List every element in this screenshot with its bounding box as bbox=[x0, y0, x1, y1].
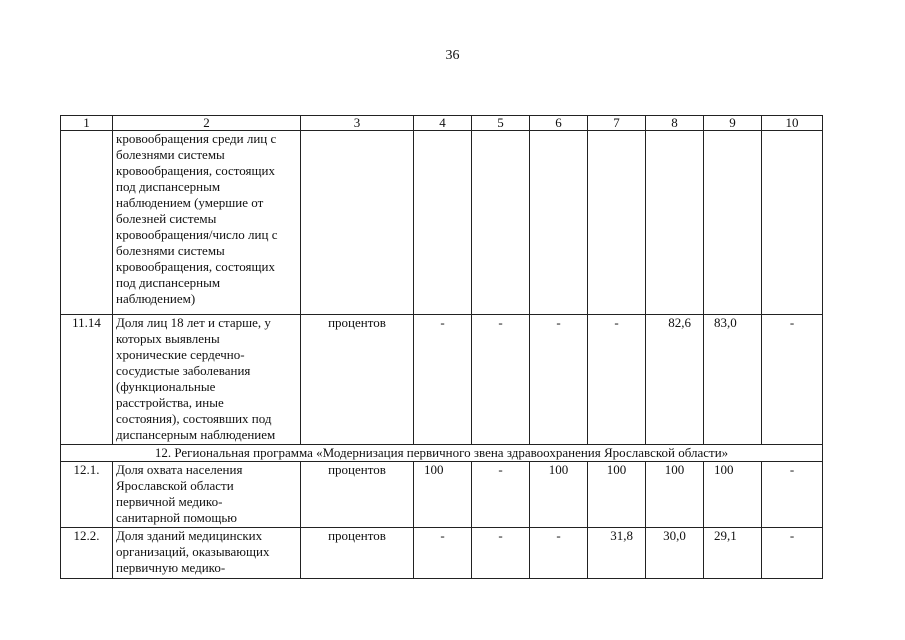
column-header: 10 bbox=[762, 116, 823, 131]
text-line: диспансерным наблюдением bbox=[116, 427, 276, 442]
text-line: Ярославской области bbox=[116, 478, 234, 493]
column-header: 6 bbox=[530, 116, 588, 131]
text-line: Доля охвата населения bbox=[116, 462, 243, 477]
value-cell bbox=[646, 131, 704, 315]
text-line: наблюдением (умершие от bbox=[116, 195, 264, 210]
value-cell bbox=[588, 131, 646, 315]
text-line: болезнями системы bbox=[116, 243, 225, 258]
text-line: состояния), состоявших под bbox=[116, 411, 272, 426]
text-line: организаций, оказывающих bbox=[116, 544, 270, 559]
indicator-description bbox=[113, 462, 301, 528]
text-line: сосудистые заболевания bbox=[116, 363, 251, 378]
text-line: кровообращения/число лиц с bbox=[116, 227, 278, 242]
text-line: Доля лиц 18 лет и старше, у bbox=[116, 315, 271, 330]
text-line: болезней системы bbox=[116, 211, 217, 226]
value-cell: - bbox=[762, 315, 823, 445]
text-line: Доля зданий медицинских bbox=[116, 528, 263, 543]
value-cell: - bbox=[414, 315, 472, 445]
value-cell: 100 bbox=[588, 462, 646, 528]
table-row bbox=[61, 528, 823, 579]
unit-cell: процентов bbox=[301, 528, 414, 579]
value-cell: - bbox=[530, 528, 588, 579]
value-cell: - bbox=[414, 528, 472, 579]
column-header: 1 bbox=[61, 116, 113, 131]
value-cell bbox=[414, 131, 472, 315]
row-number: 12.2. bbox=[61, 528, 113, 579]
text-line: кровообращения, состоящих bbox=[116, 259, 275, 274]
text-line: наблюдением) bbox=[116, 291, 196, 306]
text-line: под диспансерным bbox=[116, 275, 221, 290]
text-line: которых выявлены bbox=[116, 331, 220, 346]
row-number: 12.1. bbox=[61, 462, 113, 528]
table-row bbox=[61, 315, 823, 445]
indicator-description bbox=[113, 131, 301, 315]
column-header: 3 bbox=[301, 116, 414, 131]
column-header: 9 bbox=[704, 116, 762, 131]
value-cell: - bbox=[472, 315, 530, 445]
column-header: 7 bbox=[588, 116, 646, 131]
value-cell: 100 bbox=[704, 462, 762, 528]
text-line: (функциональные bbox=[116, 379, 216, 394]
text-line: кровообращения среди лиц с bbox=[116, 131, 277, 146]
column-header: 4 bbox=[414, 116, 472, 131]
value-cell bbox=[530, 131, 588, 315]
column-header: 2 bbox=[113, 116, 301, 131]
text-line: под диспансерным bbox=[116, 179, 221, 194]
indicator-description bbox=[113, 315, 301, 445]
value-cell: 82,6 bbox=[646, 315, 704, 445]
unit-cell bbox=[301, 131, 414, 315]
column-header: 5 bbox=[472, 116, 530, 131]
text-line: хронические сердечно- bbox=[116, 347, 245, 362]
value-cell: 100 bbox=[646, 462, 704, 528]
section-header-row bbox=[61, 445, 823, 462]
value-cell: - bbox=[762, 528, 823, 579]
page-number: 36 bbox=[445, 48, 460, 63]
value-cell: 100 bbox=[414, 462, 472, 528]
text-line: санитарной помощью bbox=[116, 510, 237, 525]
value-cell bbox=[762, 131, 823, 315]
text-line: первичной медико- bbox=[116, 494, 223, 509]
table-row bbox=[61, 131, 823, 315]
value-cell: - bbox=[530, 315, 588, 445]
value-cell: 30,0 bbox=[646, 528, 704, 579]
column-header: 8 bbox=[646, 116, 704, 131]
value-cell: - bbox=[588, 315, 646, 445]
value-cell bbox=[704, 131, 762, 315]
table-row bbox=[61, 462, 823, 528]
row-number: 11.14 bbox=[61, 315, 113, 445]
value-cell: 29,1 bbox=[704, 528, 762, 579]
text-line: первичную медико- bbox=[116, 560, 226, 575]
column-number-row bbox=[61, 116, 823, 131]
unit-cell: процентов bbox=[301, 462, 414, 528]
value-cell bbox=[472, 131, 530, 315]
indicator-description bbox=[113, 528, 301, 579]
text-line: кровообращения, состоящих bbox=[116, 163, 275, 178]
row-number bbox=[61, 131, 113, 315]
value-cell: 31,8 bbox=[588, 528, 646, 579]
value-cell: - bbox=[472, 528, 530, 579]
unit-cell: процентов bbox=[301, 315, 414, 445]
section-title: 12. Региональная программа «Модернизация первичного звена здравоохранения Ярославской области» bbox=[61, 445, 823, 462]
value-cell: - bbox=[472, 462, 530, 528]
value-cell: 83,0 bbox=[704, 315, 762, 445]
value-cell: 100 bbox=[530, 462, 588, 528]
text-line: расстройства, иные bbox=[116, 395, 224, 410]
value-cell: - bbox=[762, 462, 823, 528]
indicators-table bbox=[60, 115, 823, 579]
text-line: болезнями системы bbox=[116, 147, 225, 162]
